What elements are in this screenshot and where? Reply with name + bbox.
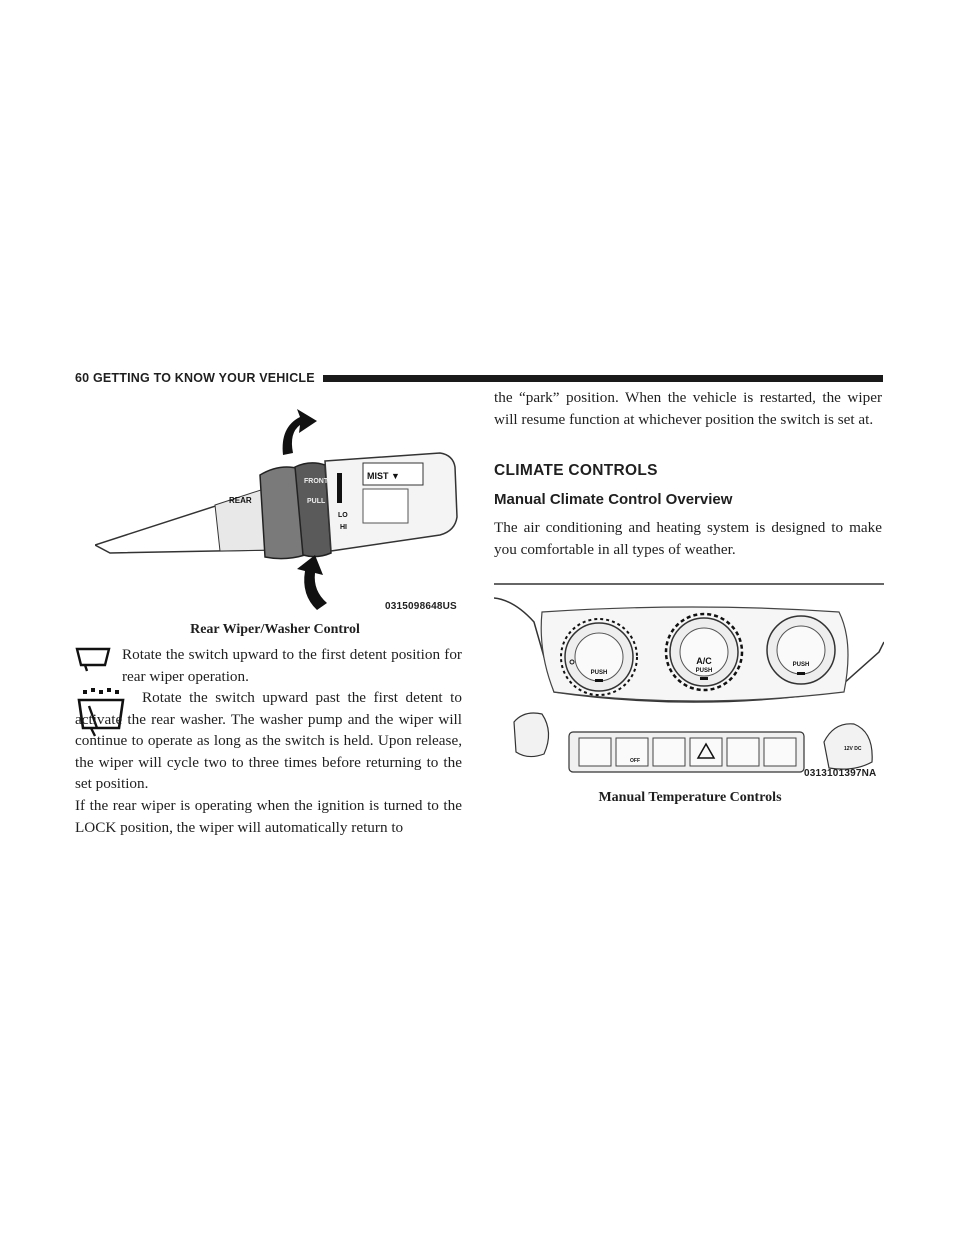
off-switch-label: OFF	[630, 758, 640, 764]
lock-position-text: If the rear wiper is operating when the ignition is turned to the LOCK position, the wiper will automatically return to	[75, 797, 462, 836]
figure1-caption: Rear Wiper/Washer Control	[190, 622, 360, 637]
volt-outlet-label: 12V DC	[844, 746, 862, 752]
manual-climate-subheading: Manual Climate Control Overview	[494, 491, 733, 508]
page-header	[75, 370, 883, 386]
center-knob-push-label: PUSH	[695, 668, 713, 674]
climate-panel-figure	[494, 582, 884, 782]
left-knob-push-label: PUSH	[590, 670, 608, 676]
figure1-code: 0315098648US	[385, 601, 457, 612]
hi-stalk-label: HI	[340, 524, 347, 531]
climate-controls-heading: CLIMATE CONTROLS	[494, 462, 658, 479]
pull-stalk-label: PULL	[307, 498, 326, 505]
mist-stalk-label: MIST ▼	[367, 471, 400, 481]
rear-wiper-text: Rotate the switch upward to the first detent position for rear wiper operation.	[122, 646, 462, 685]
header-rule	[323, 375, 883, 382]
climate-overview-text: The air conditioning and heating system is designed to make you comfortable in all types of weather.	[494, 519, 882, 558]
front-stalk-label: FRONT	[304, 478, 329, 485]
park-position-text: the “park” position. When the vehicle is restarted, the wiper will resume function at whichever position the switch is set at.	[494, 389, 882, 428]
rear-washer-text: Rotate the switch upward past the first detent to activate the rear washer. The washer pump and the wiper will continue to operate as long as the switch is held. Upon release, the wiper will cycle two to three times before returning to the set position.	[75, 689, 462, 792]
right-knob-push-label: PUSH	[792, 662, 810, 668]
page-header-label: 60 GETTING TO KNOW YOUR VEHICLE	[75, 371, 315, 385]
ac-label: A/C	[696, 656, 712, 666]
rear-wiper-stalk-figure	[95, 405, 465, 615]
figure2-code: 0313101397NA	[804, 768, 877, 779]
rear-wiper-icon	[75, 645, 111, 673]
rear-stalk-label: REAR	[229, 496, 252, 505]
figure2-caption: Manual Temperature Controls	[598, 790, 782, 805]
lo-stalk-label: LO	[338, 512, 348, 519]
